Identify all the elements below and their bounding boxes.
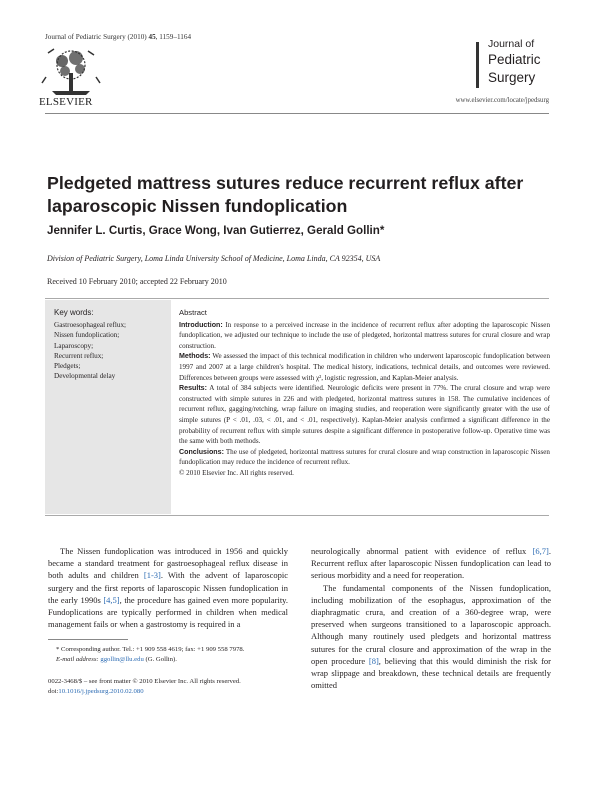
journal-year: (2010) [127, 33, 147, 41]
keyword-item: Gastroesophageal reflux; [54, 321, 127, 329]
abstract [179, 308, 550, 479]
copyright-block [48, 677, 308, 697]
journal-logo-bar [476, 42, 479, 88]
body-text: . Recurrent reflux after laparoscopic Nissen fundoplication can lead to serious morbidity and a need for reoperation. [311, 546, 551, 581]
keyword-item: Developmental delay [54, 372, 116, 381]
citation-link[interactable]: [1-3] [143, 570, 161, 581]
journal-pages: 1159–1164 [159, 33, 192, 41]
body-text: neurologically abnormal patient with evidence of reflux [311, 546, 533, 556]
keyword-item: Pledgets; [54, 362, 81, 371]
abstract-conclusions [179, 447, 550, 468]
doi-label: doi: [48, 688, 59, 695]
email-line [48, 655, 290, 665]
keyword-item: Nissen fundoplication; [54, 331, 120, 340]
issn-line: 0022-3468/$ – see front matter © 2010 Elsevier Inc. All rights reserved. [48, 678, 241, 685]
keyword-item: Recurrent reflux; [54, 351, 104, 360]
body-column-right [311, 545, 551, 691]
body-paragraph [311, 582, 551, 692]
corresponding-author-line: * Corresponding author. Tel.: +1 909 558 4619; fax: +1 909 558 7978. [56, 646, 245, 653]
email-link[interactable]: ggollin@llu.edu [100, 656, 144, 663]
methods-text: We assessed the impact of this technical modification in children who underwent laparoscopic fundoplication between 1997 and 2007 at a large children's hospital. The medical history, indications, technical details, and outcomes were reviewed. Differences between groups were assessed with χ², logistic regression, and Kaplan-Meier analysis. [179, 352, 550, 382]
abstract-top-divider [45, 298, 549, 299]
doi-line [48, 687, 308, 697]
keywords-list [54, 320, 126, 382]
body-text: , believing that this would diminish the risk for wrap slippage and breakdown, these technical details are frequently omitted [311, 655, 551, 691]
abstract-copyright: © 2010 Elsevier Inc. All rights reserved. [179, 468, 294, 477]
introduction-label: Introduction: [179, 320, 223, 329]
footnote-divider [48, 639, 128, 640]
conclusions-text: The use of pledgeted, horizontal mattress sutures for crural closure and wrap construction in laparoscopic Nissen fundoplication may reduce the incidence of recurrent reflux. [179, 447, 550, 467]
body-paragraph [48, 545, 288, 630]
email-label: E-mail address: [56, 656, 99, 663]
abstract-methods [179, 351, 550, 383]
journal-name: Journal of Pediatric Surgery [45, 33, 126, 41]
abstract-introduction [179, 320, 550, 352]
article-title: Pledgeted mattress sutures reduce recurrent reflux after laparoscopic Nissen fundoplication [47, 173, 524, 216]
journal-logo-line-1: Journal of [488, 38, 535, 50]
journal-logo-line-2: Pediatric [488, 52, 541, 67]
journal-volume: 45 [148, 33, 156, 41]
conclusions-label: Conclusions: [179, 447, 224, 456]
keywords-heading: Key words: [54, 308, 94, 317]
body-paragraph [311, 545, 551, 582]
introduction-text: In response to a perceived increase in the incidence of recurrent reflux after adopting the laparoscopic Nissen fundoplication, we adjusted our technique to include the use of pledgeted, horizontal mattress sutures for crural closure and wrap construction. [179, 320, 550, 350]
received-dates: Received 10 February 2010; accepted 22 February 2010 [47, 277, 227, 286]
body-text: The Nissen fundoplication was introduced in 1956 and quickly became a standard treatment for gastroesophageal reflux disease in both adults and children [48, 546, 288, 581]
journal-citation: Journal of Pediatric Surgery (2010) 45, 1159–1164 [45, 33, 192, 41]
methods-label: Methods: [179, 352, 211, 361]
abstract-heading: Abstract [179, 308, 207, 317]
article-authors: Jennifer L. Curtis, Grace Wong, Ivan Gutierrez, Gerald Gollin* [47, 224, 385, 237]
citation-link[interactable]: [6,7] [532, 546, 549, 556]
email-suffix: (G. Gollin). [145, 656, 177, 663]
corresponding-author-footnote [48, 645, 290, 665]
journal-logo-line-3: Surgery [488, 70, 536, 85]
keyword-item: Laparoscopy; [54, 341, 94, 350]
body-column-left [48, 545, 288, 630]
journal-url[interactable]: www.elsevier.com/locate/jpedsurg [455, 97, 549, 104]
body-text: , the procedure has gained even more popularity. Fundoplications are typically performed in children when medical management fails or when a gastrostomy is required in a [48, 594, 288, 630]
results-text: A total of 384 subjects were identified. Neurologic deficits were present in 77%. The crural closure and wrap were constructed with simple sutures in 226 and with pledgeted, horizontal mattress sutures in 158. The cumulative incidences of recurrent reflux, gagging/retching, wrap failure on imaging studies, and reoperation were significantly greater with the use of simple sutures (P < .01, .03, < .01, and < .01, respectively). Kaplan-Meier analysis confirmed a significant difference in the probability of recurrent reflux with simple sutures despite a significant difference in postoperative follow-up. Operative time was the same with both methods. [179, 384, 550, 446]
keywords-box [45, 300, 171, 514]
abstract-bottom-divider [45, 515, 549, 516]
journal-logo [472, 36, 562, 92]
doi-link[interactable]: 10.1016/j.jpedsurg.2010.02.080 [58, 688, 144, 695]
citation-link[interactable]: [8] [368, 655, 379, 666]
header-divider [45, 113, 549, 114]
author-affiliation: Division of Pediatric Surgery, Loma Linda University School of Medicine, Loma Linda, CA 92354, USA [47, 254, 381, 263]
abstract-results [179, 383, 550, 447]
body-text: . With the advent of laparoscopic surgery and the first reports of laparoscopic Nissen fundoplication in the early 1990s [48, 570, 288, 605]
publisher-name: ELSEVIER [39, 96, 93, 108]
results-label: Results: [179, 384, 207, 393]
body-text: The fundamental components of the Nissen fundoplication, including mobilization of the esophagus, approximation of the diaphragmatic crura, and creation of a 360-degree wrap, were preserved when surgeons transitioned to a laparoscopic approach. Although many routinely used pledgets and horizontal mattress sutures for the crural closure and approximation of the wrap in the open procedure [311, 582, 551, 666]
citation-link[interactable]: [4,5] [103, 594, 120, 605]
